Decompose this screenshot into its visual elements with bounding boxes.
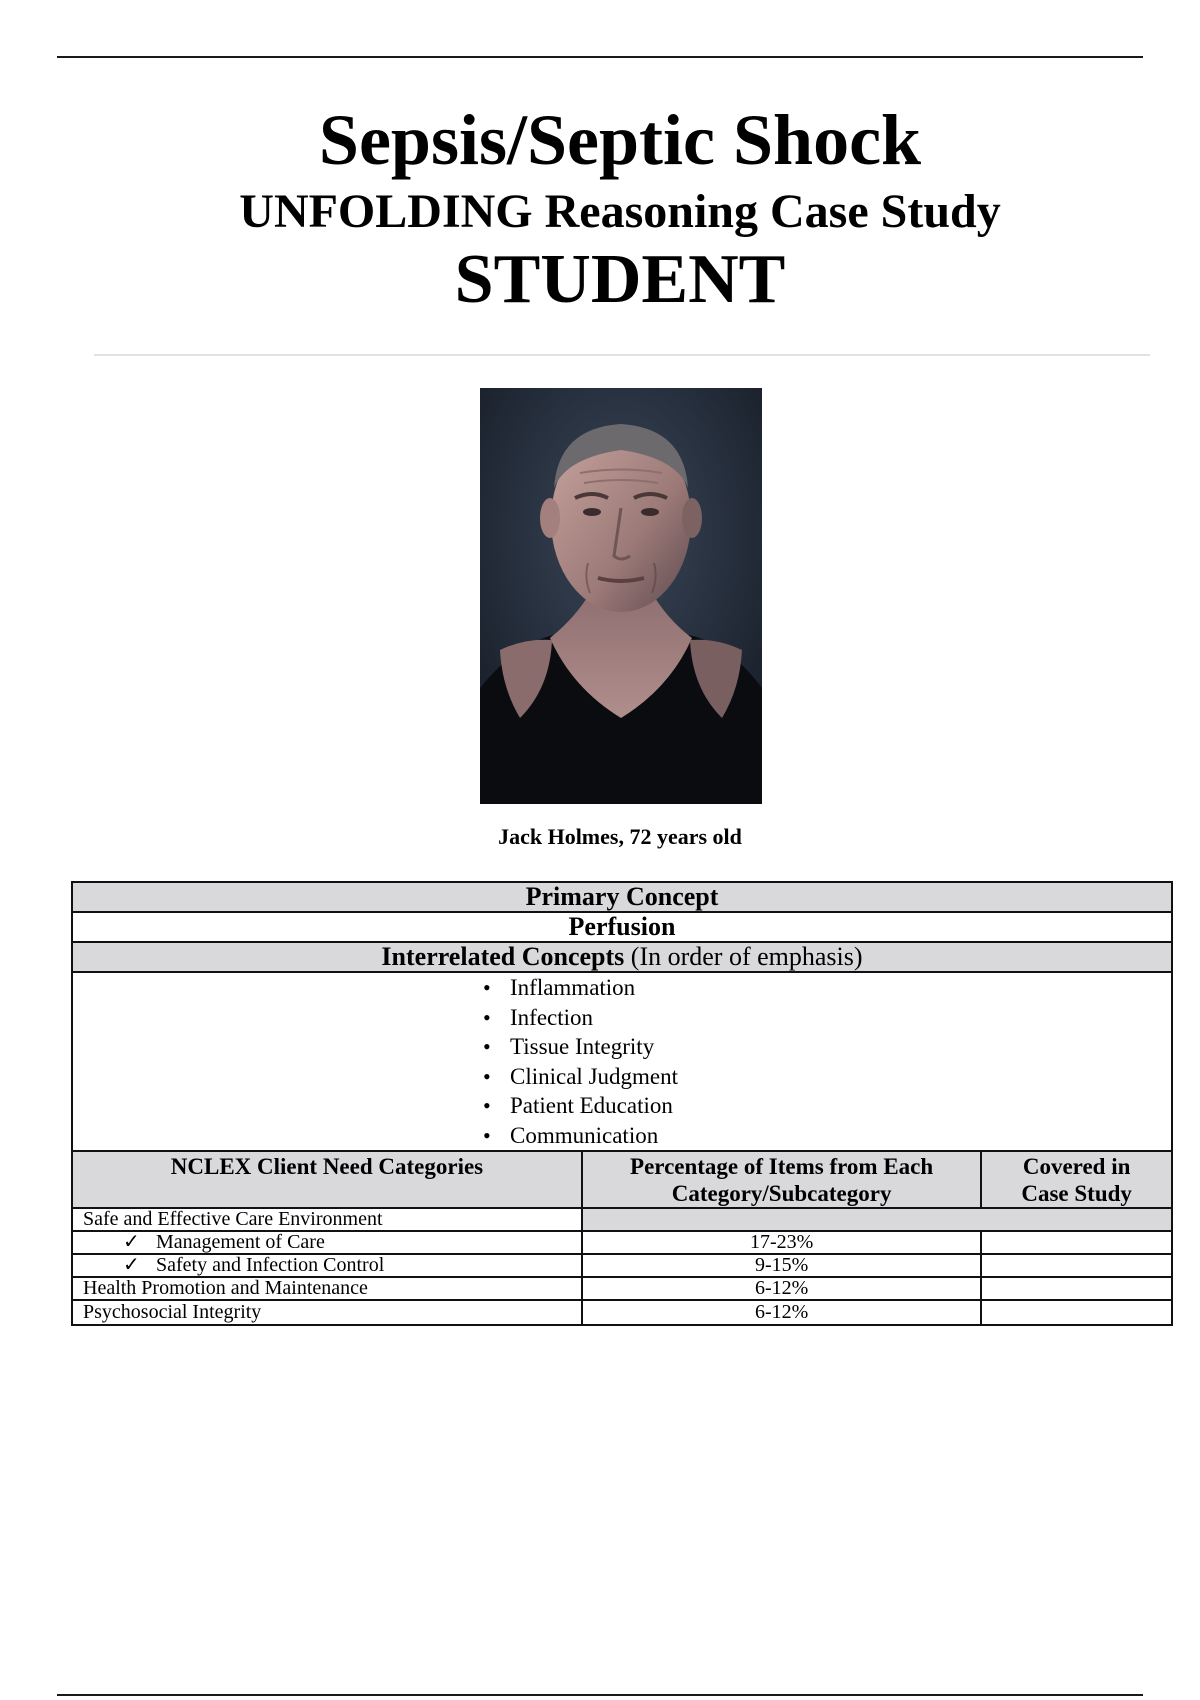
interrelated-concepts-list-cell <box>72 972 1172 1151</box>
concept-item: • Patient Education <box>483 1091 1171 1121</box>
primary-concept-header-row <box>72 882 1172 912</box>
patient-caption: Jack Holmes, 72 years old <box>498 824 742 849</box>
percentage-cell <box>582 1208 1172 1231</box>
category-cell <box>72 1254 582 1277</box>
nclex-covered-header <box>981 1151 1172 1208</box>
table-row <box>72 1254 1172 1277</box>
top-rule <box>57 56 1143 58</box>
category-cell: Health Promotion and Maintenance <box>72 1277 582 1300</box>
table-row <box>72 1208 1172 1231</box>
nclex-header-row <box>72 1151 1172 1208</box>
nclex-covered-header-text: Covered in Case Study <box>1021 1154 1132 1206</box>
category-label: Management of Care <box>156 1231 325 1253</box>
table-row <box>72 1300 1172 1325</box>
concepts-table <box>71 881 1173 1326</box>
audience-label: STUDENT <box>454 241 786 318</box>
document-title: Sepsis/Septic Shock <box>318 100 922 180</box>
percentage-cell: 6-12% <box>582 1277 981 1300</box>
patient-photo <box>480 388 762 804</box>
check-icon: ✓ <box>123 1254 140 1276</box>
nclex-percentage-header-text: Percentage of Items from Each Category/Subcategory <box>630 1154 934 1206</box>
nclex-percentage-header <box>582 1151 981 1208</box>
category-cell: Psychosocial Integrity <box>72 1300 582 1325</box>
check-icon: ✓ <box>123 1231 140 1253</box>
covered-cell[interactable] <box>981 1277 1172 1300</box>
table-row <box>72 1231 1172 1254</box>
percentage-cell: 17-23% <box>582 1231 981 1254</box>
bottom-rule <box>57 1694 1143 1696</box>
document-subtitle: UNFOLDING Reasoning Case Study <box>239 185 1001 238</box>
primary-concept-value: Perfusion <box>72 912 1172 942</box>
interrelated-concepts-list-row <box>72 972 1172 1151</box>
percentage-cell: 6-12% <box>582 1300 981 1325</box>
concept-item: • Tissue Integrity <box>483 1032 1171 1062</box>
interrelated-concepts-heading <box>72 942 1172 972</box>
interrelated-concepts-header-row <box>72 942 1172 972</box>
primary-concept-value-row <box>72 912 1172 942</box>
interrelated-concepts-note: (In order of emphasis) <box>624 942 863 971</box>
table-row <box>72 1277 1172 1300</box>
concept-item: • Inflammation <box>483 973 1171 1003</box>
percentage-cell: 9-15% <box>582 1254 981 1277</box>
concept-item: • Communication <box>483 1121 1171 1151</box>
concept-item: • Infection <box>483 1003 1171 1033</box>
concept-item: • Clinical Judgment <box>483 1062 1171 1092</box>
covered-cell[interactable] <box>981 1300 1172 1325</box>
covered-cell[interactable] <box>981 1231 1172 1254</box>
category-cell <box>72 1231 582 1254</box>
interrelated-concepts-label: Interrelated Concepts <box>381 942 625 971</box>
category-label: Safety and Infection Control <box>156 1254 385 1276</box>
interrelated-concepts-list <box>483 973 1171 1150</box>
nclex-categories-header: NCLEX Client Need Categories <box>72 1151 582 1208</box>
title-divider <box>94 354 1150 356</box>
category-cell: Safe and Effective Care Environment <box>72 1208 582 1231</box>
covered-cell[interactable] <box>981 1254 1172 1277</box>
patient-portrait-icon <box>480 388 762 804</box>
primary-concept-label: Primary Concept <box>72 882 1172 912</box>
